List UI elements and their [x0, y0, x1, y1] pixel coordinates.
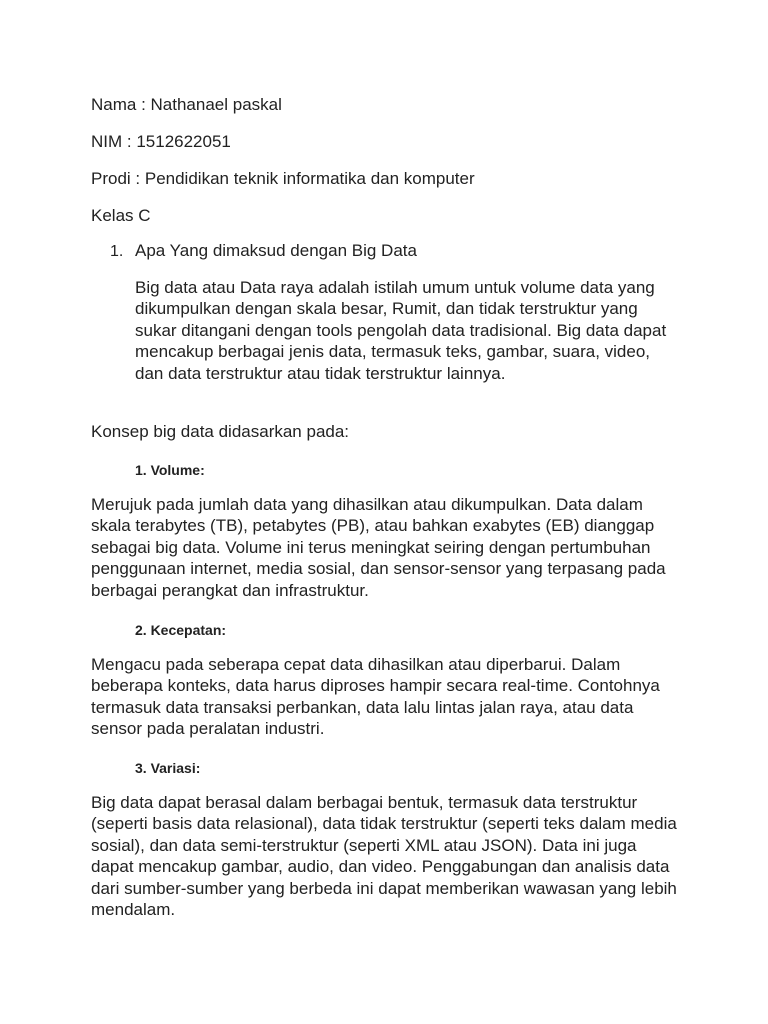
section-body-kecepatan: Mengacu pada seberapa cepat data dihasilkan atau diperbarui. Dalam beberapa konteks, data harus diproses hampir secara real-time. Contohnya termasuk data transaksi perbankan, data lalu lintas jalan raya, atau data sensor pada peralatan industri.: [91, 655, 660, 739]
question-title: Apa Yang dimaksud dengan Big Data: [135, 241, 417, 260]
section-heading-kecepatan: 2. Kecepatan:: [135, 622, 227, 638]
section-heading-volume: 1. Volume:: [135, 462, 205, 478]
question-answer: Big data atau Data raya adalah istilah umum untuk volume data yang dikumpulkan dengan skala besar, Rumit, dan tidak terstruktur yang sukar ditangani dengan tools pengolah data tradisional. Big data dapat mencakup berbagai jenis data, termasuk teks, gambar, suara, video, dan data terstruktur atau tidak terstruktur lainnya.: [135, 278, 667, 383]
student-class: Kelas C: [91, 206, 151, 225]
student-name: Nama : Nathanael paskal: [91, 95, 282, 114]
konsep-intro: Konsep big data didasarkan pada:: [91, 422, 350, 441]
section-body-variasi: Big data dapat berasal dalam berbagai bentuk, termasuk data terstruktur (seperti basis data relasional), data tidak terstruktur (seperti teks dalam media sosial), dan data semi-terstruktur (seperti XML atau JSON). Data ini juga dapat mencakup gambar, audio, dan video. Penggabungan dan analisis data dari sumber-sumber yang berbeda ini dapat memberikan wawasan yang lebih mendalam.: [91, 793, 677, 920]
question-number: 1.: [110, 243, 124, 260]
student-prodi: Prodi : Pendidikan teknik informatika dan komputer: [91, 169, 475, 188]
section-body-volume: Merujuk pada jumlah data yang dihasilkan atau dikumpulkan. Data dalam skala terabytes (TB), petabytes (PB), atau bahkan exabytes (EB) dianggap sebagai big data. Volume ini terus meningkat seiring dengan pertumbuhan penggunaan internet, media sosial, dan sensor-sensor yang terpasang pada berbagai perangkat dan infrastruktur.: [91, 495, 666, 600]
section-heading-variasi: 3. Variasi:: [135, 760, 201, 776]
student-nim: NIM : 1512622051: [91, 132, 231, 151]
